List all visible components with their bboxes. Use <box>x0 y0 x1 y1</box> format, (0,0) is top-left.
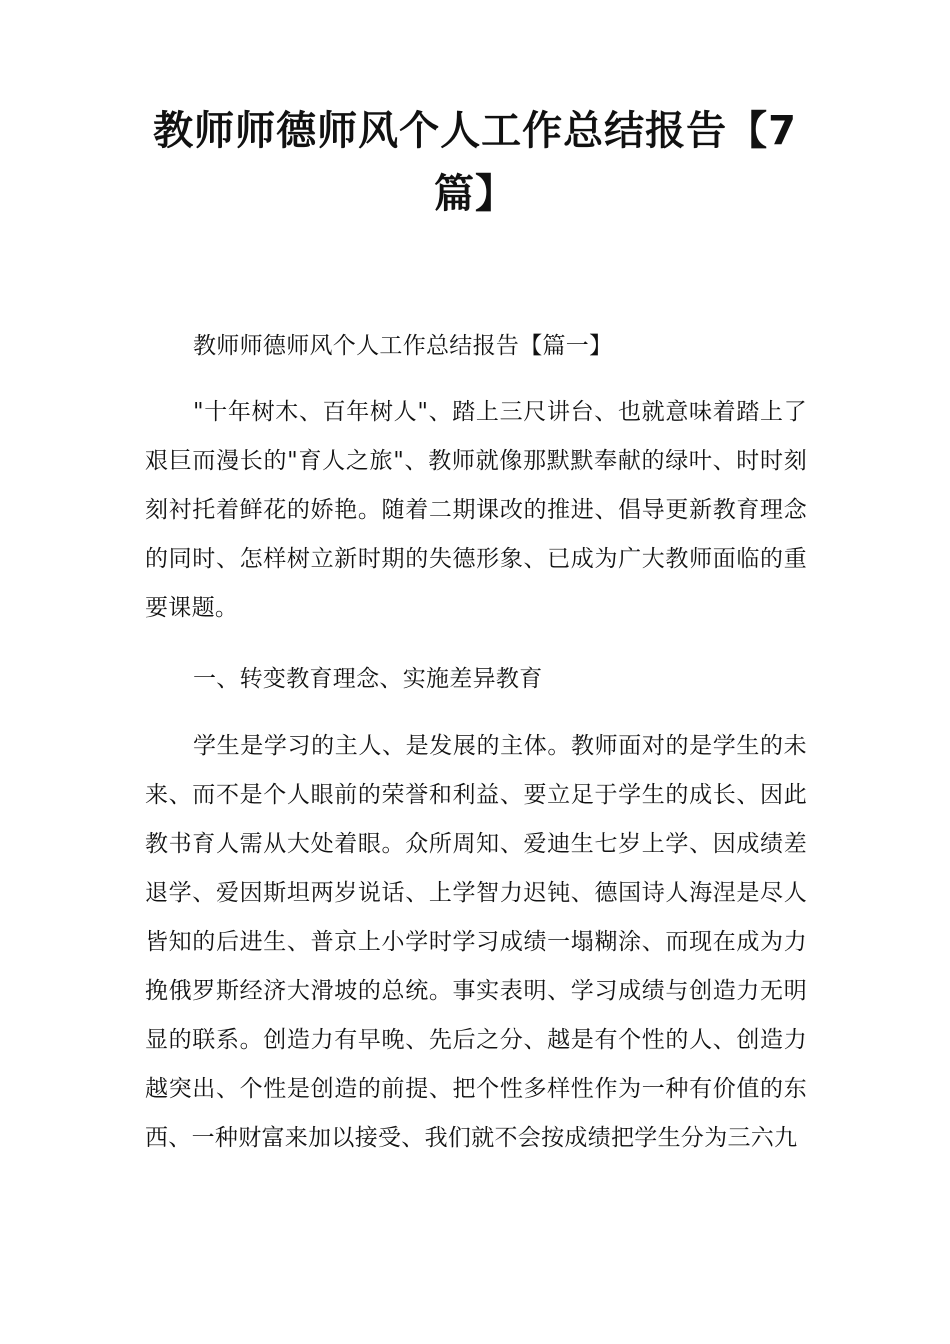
paragraph-body: 学生是学习的主人、是发展的主体。教师面对的是学生的未来、而不是个人眼前的荣誉和利益、要立足于学生的成长、因此教书育人需从大处着眼。众所周知、爱迪生七岁上学、因成绩差退学、爱因斯坦两岁说话、上学智力迟钝、德国诗人海涅是尽人皆知的后进生、普京上小学时学习成绩一塌糊涂、而现在成为力挽俄罗斯经济大滑坡的总统。事实表明、学习成绩与创造力无明显的联系。创造力有早晚、先后之分、越是有个性的人、创造力越突出、个性是创造的前提、把个性多样性作为一种有价值的东西、一种财富来加以接受、我们就不会按成绩把学生分为三六九 <box>145 733 807 1151</box>
section-heading: 一、转变教育理念、实施差异教育 <box>193 666 543 692</box>
paragraph-intro: "十年树木、百年树人"、踏上三尺讲台、也就意味着踏上了艰巨而漫长的"育人之旅"、教师就像那默默奉献的绿叶、时时刻刻衬托着鲜花的娇艳。随着二期课改的推进、倡导更新教育理念的同时、怎样树立新时期的失德形象、已成为广大教师面临的重要课题。 <box>145 399 807 621</box>
document-title: 教师师德师风个人工作总结报告【7篇】 <box>153 108 797 217</box>
article-subtitle: 教师师德师风个人工作总结报告【篇一】 <box>193 333 613 359</box>
